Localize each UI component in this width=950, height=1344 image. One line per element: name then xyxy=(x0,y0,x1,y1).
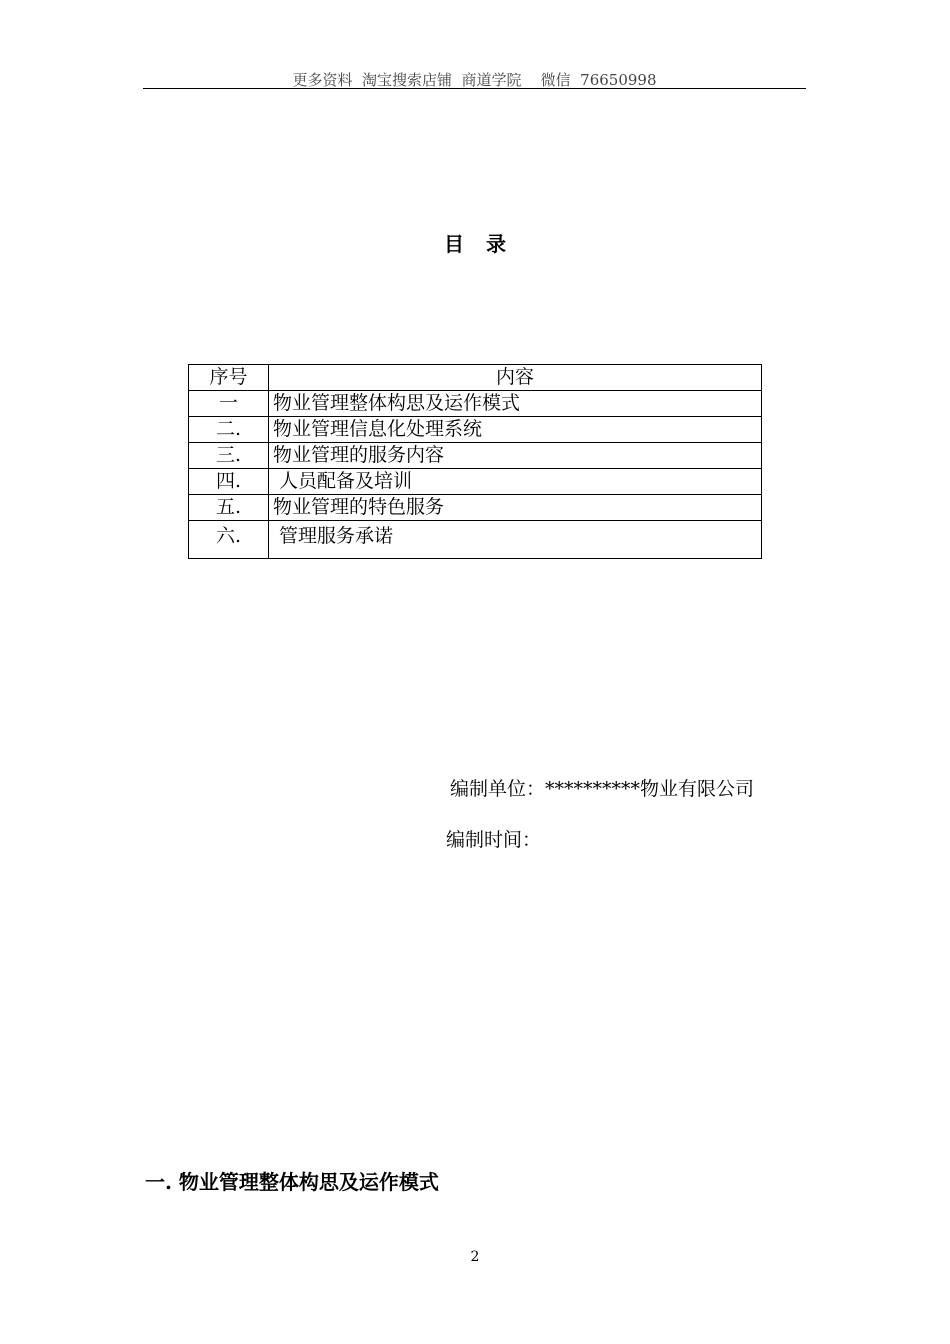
toc-row xyxy=(189,469,762,495)
header-divider xyxy=(143,88,806,89)
toc-row xyxy=(189,495,762,521)
toc-row-number: 六. xyxy=(189,521,269,559)
section-heading: 一. 物业管理整体构思及运作模式 xyxy=(145,1170,439,1194)
toc-row xyxy=(189,521,762,559)
toc-column-number-header: 序号 xyxy=(189,365,269,391)
page-number: 2 xyxy=(470,1249,480,1265)
toc-row-content: 物业管理的特色服务 xyxy=(269,495,762,521)
toc-row-number: 一 xyxy=(189,391,269,417)
toc-title: 目录 xyxy=(444,232,528,256)
compile-time: 编制时间： xyxy=(446,829,542,851)
toc-row xyxy=(189,417,762,443)
toc-table xyxy=(188,364,762,559)
toc-row-number: 五. xyxy=(189,495,269,521)
toc-header-row xyxy=(189,365,762,391)
toc-row-number: 三. xyxy=(189,443,269,469)
page-header-text: 更多资料 淘宝搜索店铺 商道学院 微信 76650998 xyxy=(292,71,657,89)
toc-row-number: 二. xyxy=(189,417,269,443)
toc-row-content: 物业管理整体构思及运作模式 xyxy=(269,391,762,417)
toc-row xyxy=(189,391,762,417)
compiler-unit: 编制单位：**********物业有限公司 xyxy=(450,778,755,800)
toc-row xyxy=(189,443,762,469)
toc-row-number: 四. xyxy=(189,469,269,495)
toc-column-content-header: 内容 xyxy=(269,365,762,391)
toc-row-content: 物业管理信息化处理系统 xyxy=(269,417,762,443)
toc-row-content: 管理服务承诺 xyxy=(269,521,762,559)
toc-row-content: 人员配备及培训 xyxy=(269,469,762,495)
toc-row-content: 物业管理的服务内容 xyxy=(269,443,762,469)
